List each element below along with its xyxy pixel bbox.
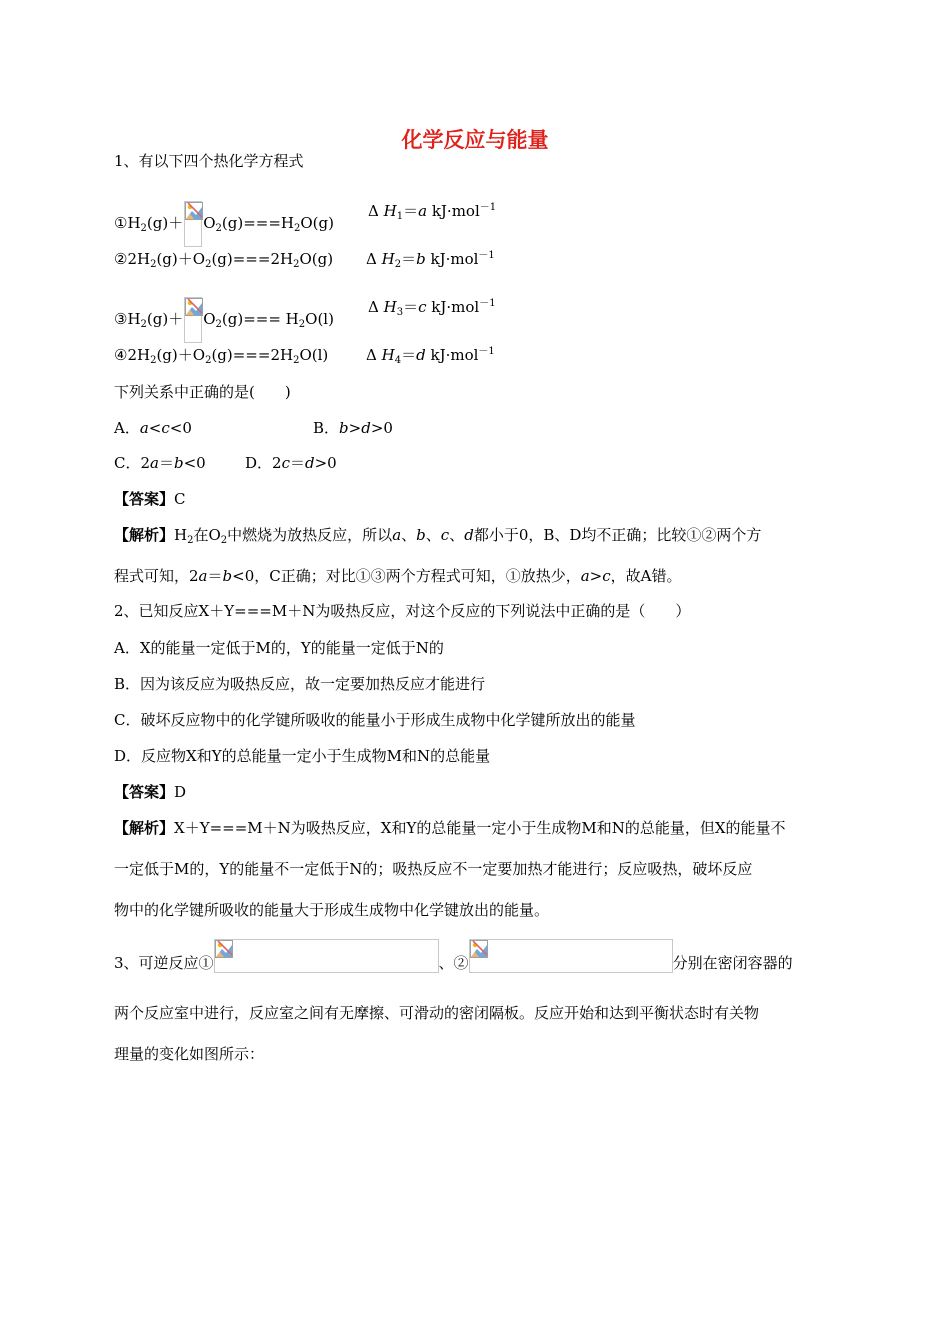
q2-analysis-line-1: 【解析】X＋Y===M＋N为吸热反应，X和Y的总能量一定小于生成物M和N的总能量，但X的能量不 (114, 819, 786, 837)
q1-equation-4: $④2H_2(g)+O_2(g)===2H_2O(l)$ Δ $H_4=d$ kJ·mol$^{-1}$ (114, 346, 495, 366)
q1-equation-3: $③H_2(g)+$ $O_2(g)=== H_2O(l)$ Δ $H_3=c$ kJ·mol$^{-1}$ (114, 297, 334, 343)
page-title: 化学反应与能量 (401, 128, 549, 152)
q1-option-b: B．b>d>0 (313, 419, 393, 437)
q1-options-cd (114, 453, 337, 473)
q1-intro: 1、有以下四个热化学方程式 (114, 152, 304, 170)
reaction-2-image-placeholder (469, 939, 673, 973)
q1-option-d: D．2c＝d>0 (245, 454, 337, 472)
q1-prompt: 下列关系中正确的是( ) (114, 383, 291, 401)
q1-answer: 【答案】C (114, 490, 186, 508)
q1-equation-2: $②2H_2(g)+O_2(g)===2H_2O(g)$ Δ $H_2=b$ kJ·mol$^{-1}$ (114, 250, 495, 270)
delta-h-2: Δ $H_2=b$ kJ·mol$^{-1}$ (366, 250, 495, 270)
q1-option-c: C．2a＝b<0 (114, 454, 206, 472)
q3-line-1: 3、可逆反应① 、② 分别在密闭容器的 (114, 953, 793, 973)
q1-option-a: A．a<c<0 (114, 419, 192, 437)
q1-equation-1: $①H_2(g)+$ $O_2(g)===H_2O(g)$ Δ $H_1=a$ kJ·mol$^{-1}$ (114, 201, 334, 247)
q1-analysis-line-2: 程式可知，2a＝b<0，C正确；对比①③两个方程式可知，①放热少，a>c，故A错。 (114, 567, 682, 585)
fraction-image-placeholder (184, 297, 202, 343)
q1-options-ab (114, 418, 393, 438)
q2-answer: 【答案】D (114, 783, 187, 801)
delta-h-4: Δ $H_4=d$ kJ·mol$^{-1}$ (366, 346, 495, 366)
q2-analysis-line-2: 一定低于M的，Y的能量不一定低于N的；吸热反应不一定要加热才能进行；反应吸热，破坏反应 (114, 860, 753, 878)
q2-stem: 2、已知反应X＋Y===M＋N为吸热反应，对这个反应的下列说法中正确的是（ ） (114, 602, 691, 620)
q3-line-2: 两个反应室中进行，反应室之间有无摩擦、可滑动的密闭隔板。反应开始和达到平衡状态时有关物 (114, 1004, 760, 1022)
q2-option-a: A．X的能量一定低于M的，Y的能量一定低于N的 (114, 639, 444, 657)
q1-analysis-line-1: 【解析】$H_2$在$O_2$中燃烧为放热反应，所以a、b、c、d都小于0，B、D均不正确；比较①②两个方 (114, 526, 762, 546)
q2-analysis-line-3: 物中的化学键所吸收的能量大于形成生成物中化学键放出的能量。 (114, 901, 550, 919)
delta-h-1: Δ $H_1=a$ kJ·mol$^{-1}$ (368, 202, 497, 222)
q2-option-b: B．因为该反应为吸热反应，故一定要加热反应才能进行 (114, 675, 486, 693)
fraction-image-placeholder (184, 201, 202, 247)
q2-option-d: D．反应物X和Y的总能量一定小于生成物M和N的总能量 (114, 747, 491, 765)
q3-line-3: 理量的变化如图所示： (114, 1045, 265, 1063)
q2-option-c: C．破坏反应物中的化学键所吸收的能量小于形成生成物中化学键所放出的能量 (114, 711, 636, 729)
delta-h-3: Δ $H_3=c$ kJ·mol$^{-1}$ (368, 298, 496, 318)
reaction-1-image-placeholder (214, 939, 439, 973)
